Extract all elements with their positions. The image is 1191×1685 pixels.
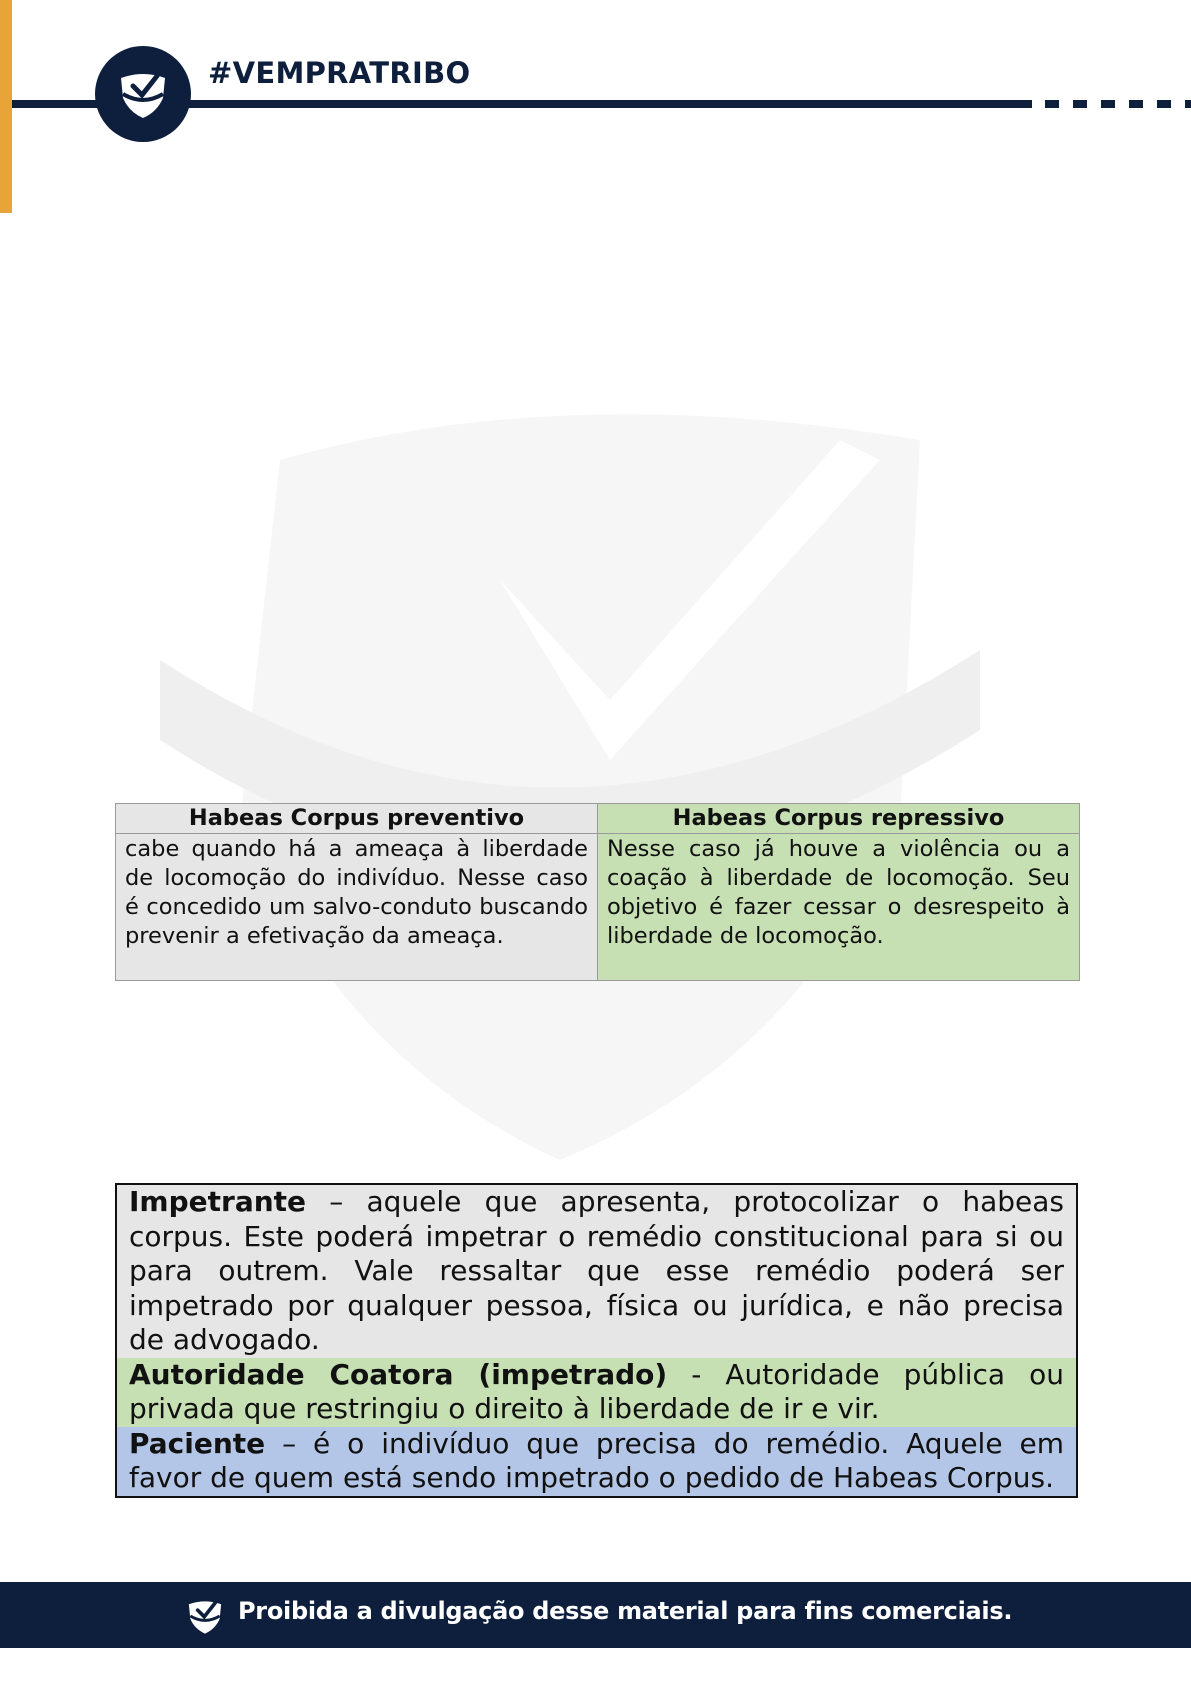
term: Autoridade Coatora (impetrado) (129, 1357, 668, 1391)
term: Paciente (129, 1426, 266, 1460)
footer (0, 1582, 1191, 1648)
brand-title: #VEMPRATRIBO (208, 56, 471, 90)
definition-text: – é o indivíduo que precisa do remédio. Aquele em favor de quem está sendo impetrado o pedido de Habeas Corpus. (129, 1426, 1064, 1494)
header-preventivo: Habeas Corpus preventivo (116, 804, 598, 834)
cell-preventivo: cabe quando há a ameaça à liberdade de locomoção do indivíduo. Nesse caso é concedido um salvo-conduto buscando prevenir a efetivação da ameaça. (116, 834, 598, 981)
shield-check-icon (183, 1594, 227, 1638)
definition-paciente (117, 1427, 1076, 1496)
term: Impetrante (129, 1185, 307, 1218)
shield-check-icon (113, 64, 173, 124)
definition-autoridade-coatora (117, 1358, 1076, 1427)
accent-bar (0, 0, 12, 213)
logo (95, 46, 191, 142)
header-repressivo: Habeas Corpus repressivo (598, 804, 1080, 834)
definition-impetrante (117, 1185, 1076, 1358)
footer-notice: Proibida a divulgação desse material para fins comerciais. (238, 1597, 1013, 1625)
habeas-corpus-table (115, 803, 1080, 981)
shield-watermark-icon (140, 400, 1020, 1180)
header-dashes (1045, 100, 1191, 108)
definition-text: - Autoridade pública ou privada que restringiu o direito à liberdade de ir e vir. (129, 1357, 1064, 1425)
definition-text: – aquele que apresenta, protocolizar o habeas corpus. Este poderá impetrar o remédio constitucional para si ou para outrem. Vale ressaltar que esse remédio poderá ser impetrado por qualquer pessoa, física ou jurídica, e não precisa de advogado. (129, 1185, 1064, 1356)
cell-repressivo: Nesse caso já houve a violência ou a coação à liberdade de locomoção. Seu objetivo é fazer cessar o desrespeito à liberdade de locomoção. (598, 834, 1080, 981)
definitions-box (115, 1183, 1078, 1498)
